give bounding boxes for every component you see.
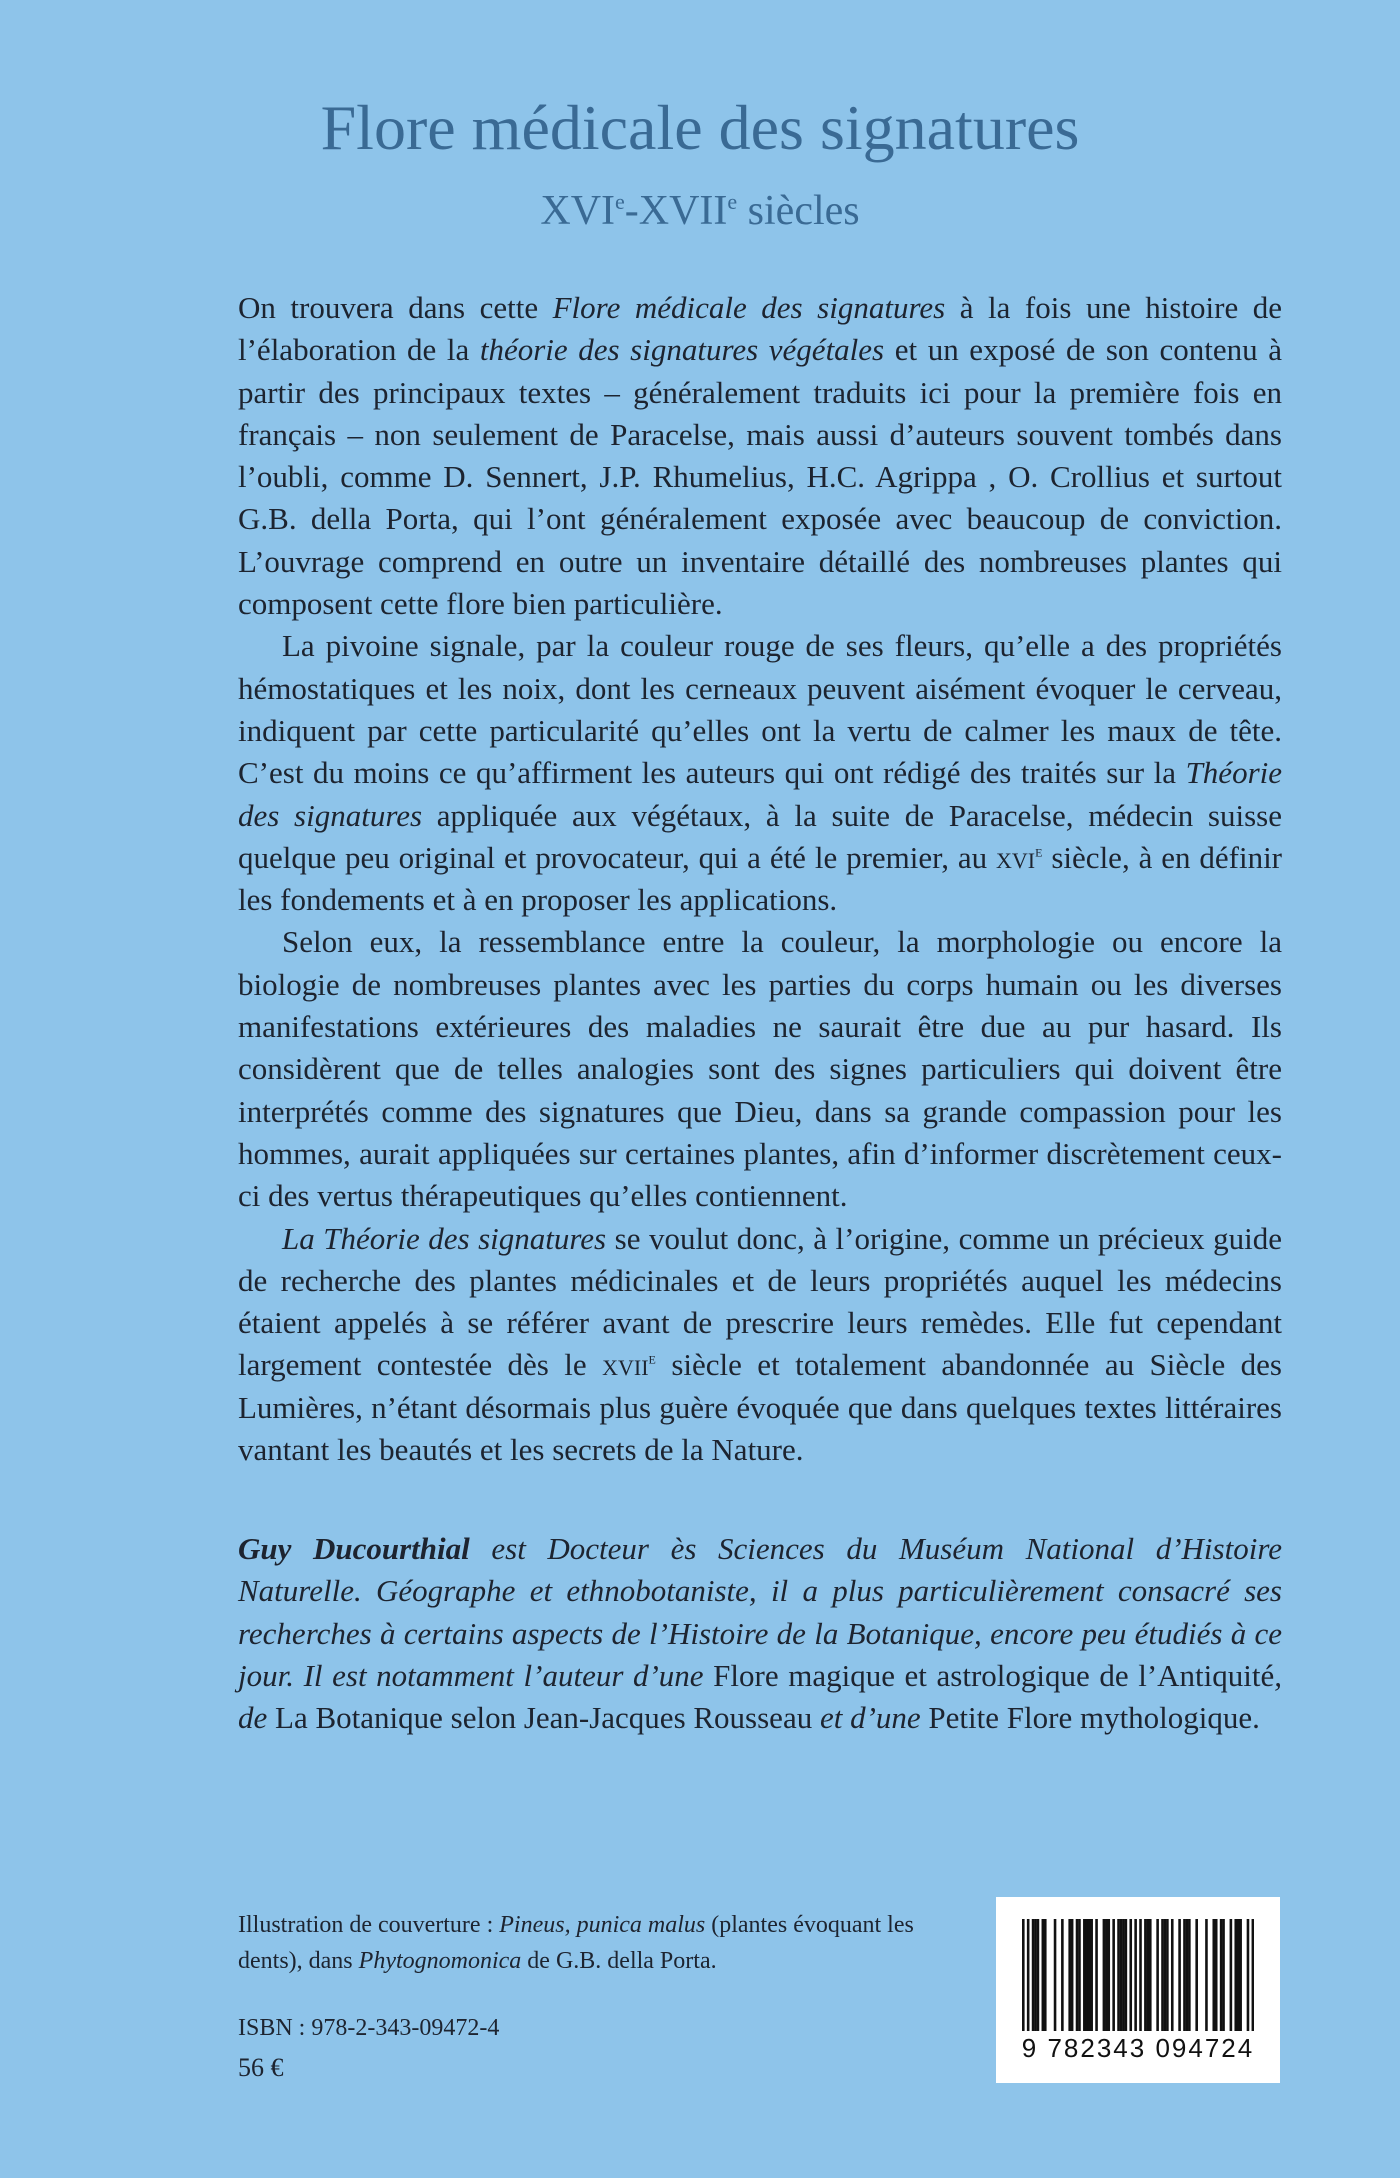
barcode-bar xyxy=(1078,1919,1081,2031)
author-bio: Guy Ducourthial est Docteur ès Sciences du Muséum National d’Histoire Naturelle. Géographe et ethnobotaniste, il a plus particulièrement consacré ses recherches à certains aspects de l’Histoire de la Botanique, encore peu étudiés à ce jour. Il est notamment l’auteur d’une Flore magique et astrologique de l’Antiquité, de La Botanique selon Jean-Jacques Rousseau et d’une Petite Flore mythologique. xyxy=(238,1531,1283,1736)
barcode-bar xyxy=(1212,1919,1215,2031)
barcode-bar xyxy=(1042,1919,1045,2031)
barcode-bar xyxy=(1085,1919,1088,2031)
barcode-bar xyxy=(1234,1919,1237,2031)
author-name: Guy Ducourthial xyxy=(238,1531,470,1566)
barcode xyxy=(996,1897,1280,2083)
barcode-bar xyxy=(1032,1919,1035,2031)
barcode-bar xyxy=(1083,1919,1086,2031)
barcode-bar xyxy=(1215,1919,1218,2031)
book-subtitle: XVIe-XVIIe siècles xyxy=(540,188,860,234)
barcode-bar xyxy=(1183,1919,1186,2031)
barcode-bar xyxy=(1117,1919,1120,2031)
blurb xyxy=(238,287,1282,1471)
barcode-bar xyxy=(1076,1919,1079,2031)
barcode-bar xyxy=(1134,1919,1137,2031)
barcode-bar xyxy=(1103,1919,1106,2031)
book-title: Flore médicale des signatures xyxy=(320,92,1080,163)
barcode-bar xyxy=(1156,1919,1159,2031)
barcode-bar xyxy=(1071,1919,1074,2031)
barcode-bar xyxy=(1220,1919,1223,2031)
barcode-bar xyxy=(1044,1919,1047,2031)
barcode-bar xyxy=(1147,1919,1150,2031)
barcode-bar xyxy=(1149,1919,1152,2031)
barcode-bar xyxy=(1061,1919,1064,2031)
barcode-bar xyxy=(1107,1919,1110,2031)
barcode-bar xyxy=(1054,1919,1057,2031)
blurb-paragraph-4: La Théorie des signatures se voulut donc, à l’origine, comme un précieux guide de recherche des plantes médicinales et de leurs propriétés auquel les médecins étaient appelés à se référer avant de prescrire leurs remèdes. Elle fut cependant largement contestée dès le xvii$^e$ siècle et totalement abandonnée au Siècle des Lumières, n’étant désormais plus guère évoquée que dans quelques textes littéraires vantant les beautés et les secrets de la Nature. xyxy=(238,1220,1282,1468)
barcode-bar xyxy=(1239,1919,1242,2031)
barcode-bar xyxy=(1222,1919,1225,2031)
barcode-bar xyxy=(1164,1919,1167,2031)
barcode-bar xyxy=(1105,1919,1108,2031)
barcode-bar xyxy=(1120,1919,1123,2031)
barcode-bar xyxy=(1237,1919,1240,2031)
barcode-bar xyxy=(1112,1919,1115,2031)
barcode-bar xyxy=(1195,1919,1198,2031)
barcode-bar xyxy=(1171,1919,1174,2031)
barcode-bar xyxy=(1088,1919,1091,2031)
barcode-bar xyxy=(1139,1919,1142,2031)
price: 56 € xyxy=(238,2053,284,2082)
barcode-digits: 9 782343 094724 xyxy=(1021,2033,1255,2063)
barcode-bar xyxy=(1166,1919,1169,2031)
barcode-bar xyxy=(1161,1919,1164,2031)
barcode-bar xyxy=(1129,1919,1132,2031)
barcode-bars xyxy=(1022,1919,1254,2031)
blurb-paragraph-1: On trouvera dans cette Flore médicale des signatures à la fois une histoire de l’élaboration de la théorie des signatures végétales et un exposé de son contenu à partir des principaux textes – généralement traduits ici pour la première fois en français – non seulement de Paracelse, mais aussi d’auteurs souvent tombés dans l’oubli, comme D. Sennert, J.P. Rhumelius, H.C. Agrippa , O. Crollius et surtout G.B. della Porta, qui l’ont généralement exposée avec beaucoup de conviction. L’ouvrage comprend en outre un inventaire détaillé des nombreuses plantes qui composent cette flore bien particulière. xyxy=(238,290,1283,622)
barcode-bar xyxy=(1205,1919,1208,2031)
barcode-bar xyxy=(1095,1919,1098,2031)
barcode-bar xyxy=(1027,1919,1030,2031)
barcode-bar xyxy=(1144,1919,1147,2031)
barcode-bar xyxy=(1125,1919,1128,2031)
barcode-bar xyxy=(1090,1919,1093,2031)
barcode-bar xyxy=(1022,1919,1025,2031)
barcode-bar xyxy=(1252,1919,1254,2031)
cover-illustration-credit: Illustration de couverture : Pineus, punica malus (plantes évoquant les dents), dans Phytognomonica de G.B. della Porta. xyxy=(238,1912,914,1974)
barcode-bar xyxy=(1230,1919,1233,2031)
isbn: ISBN : 978-2-343-09472-4 xyxy=(238,2015,500,2041)
barcode-bar xyxy=(1034,1919,1037,2031)
barcode-bar xyxy=(1178,1919,1181,2031)
barcode-bar xyxy=(1068,1919,1071,2031)
barcode-bar xyxy=(1037,1919,1040,2031)
barcode-bar xyxy=(1188,1919,1191,2031)
blurb-paragraph-2: La pivoine signale, par la couleur rouge de ses fleurs, qu’elle a des propriétés hémostatiques et les noix, dont les cerneaux peuvent aisément évoquer le cerveau, indiquent par cette particularité qu’elles ont la vertu de calmer les maux de tête. C’est du moins ce qu’affirment les auteurs qui ont rédigé des traités sur la Théorie des signatures appliquée aux végétaux, à la suite de Paracelse, médecin suisse quelque peu original et provocateur, qui a été le premier, au xvi$^e$ siècle, à en définir les fondements et à en proposer les applications. xyxy=(238,628,1283,918)
barcode-bar xyxy=(1186,1919,1189,2031)
barcode-bar xyxy=(1122,1919,1125,2031)
blurb-paragraph-3: Selon eux, la ressemblance entre la couleur, la morphologie ou encore la biologie de nombreuses plantes avec les parties du corps humain ou les diverses manifestations extérieures des maladies ne saurait être due au pur hasard. Ils considèrent que de telles analogies sont des signes particuliers qui doivent être interprétés comme des signatures que Dieu, dans sa grande compassion pour les hommes, aurait appliquées sur certaines plantes, afin d’informer discrètement ceux-ci des vertus thérapeutiques qu’elles contiennent. xyxy=(238,924,1282,1214)
barcode-bar xyxy=(1247,1919,1250,2031)
